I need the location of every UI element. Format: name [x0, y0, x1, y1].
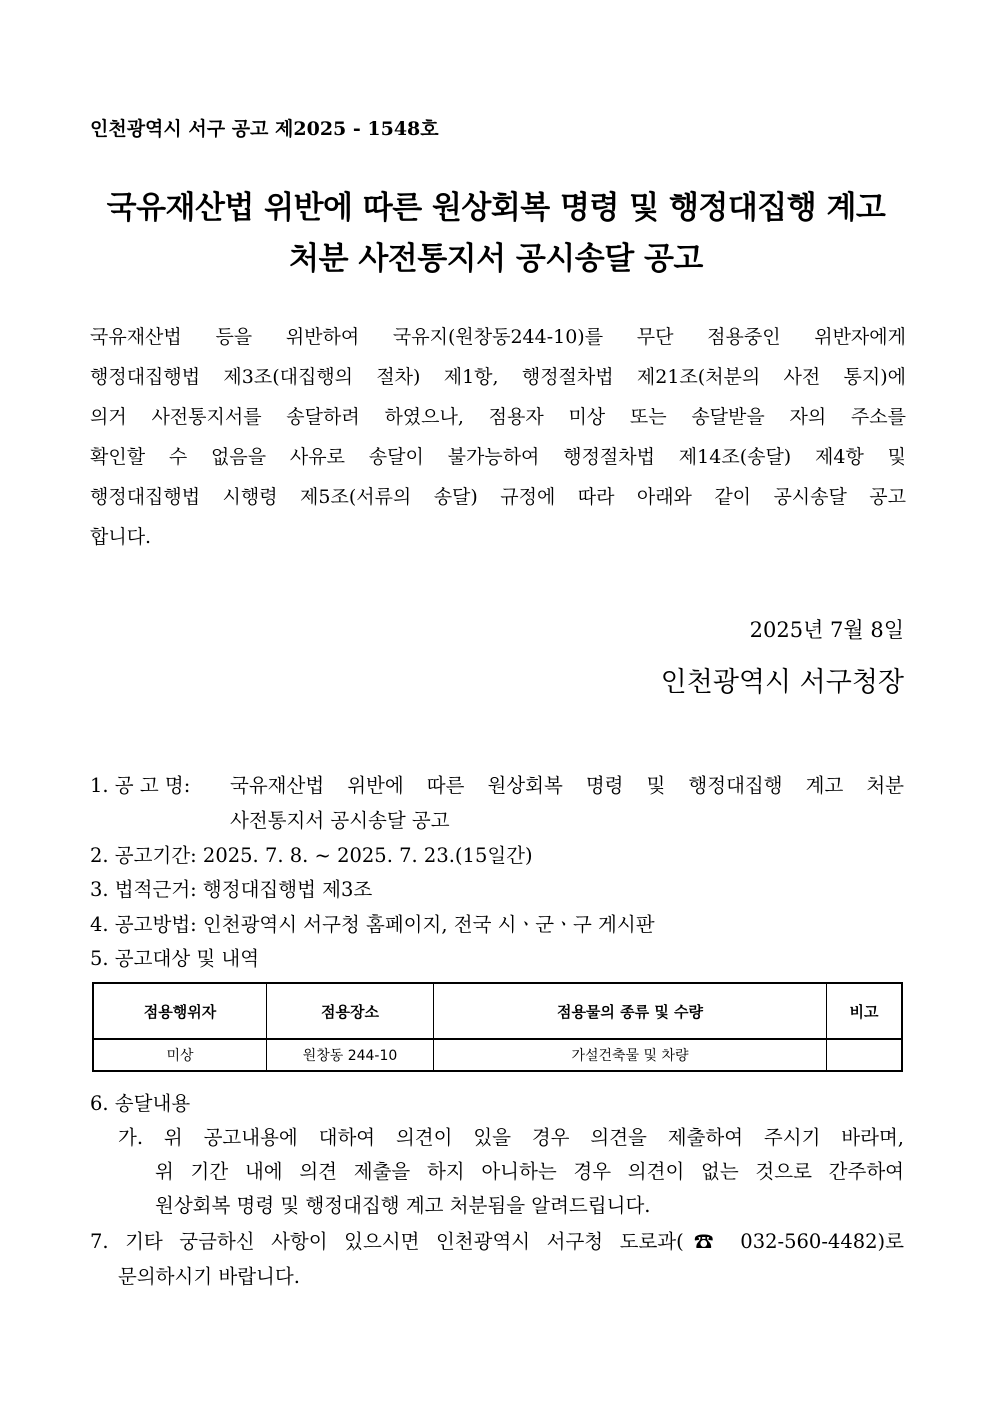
table-header-cell: 점용물의 종류 및 수량 — [434, 983, 827, 1039]
table-cell: 미상 — [93, 1039, 267, 1071]
item-7-line-2: 문의하시기 바랍니다. — [118, 1265, 300, 1288]
table-header-cell: 점용행위자 — [93, 983, 267, 1039]
table-header-cell: 점용장소 — [267, 983, 434, 1039]
body-line: 행정대집행법 시행령 제5조(서류의 송달) 규정에 따라 아래와 같이 공시송달 공고 — [90, 486, 906, 508]
targets-table — [92, 982, 903, 1072]
table-header-row — [93, 983, 902, 1039]
notice-number: 인천광역시 서구 공고 제2025 - 1548호 — [90, 118, 439, 140]
item-3: 3. 법적근거: 행정대집행법 제3조 — [90, 878, 373, 901]
body-line: 합니다. — [90, 526, 152, 548]
item-6: 6. 송달내용 — [90, 1092, 191, 1115]
issuer: 인천광역시 서구청장 — [660, 667, 904, 698]
item-1-text-cont: 사전통지서 공시송달 공고 — [230, 809, 450, 832]
item-4: 4. 공고방법: 인천광역시 서구청 홈페이지, 전국 시ㆍ군ㆍ구 게시판 — [90, 913, 655, 936]
table-cell: 가설건축물 및 차량 — [434, 1039, 827, 1071]
item-6a-line-3: 원상회복 명령 및 행정대집행 계고 처분됨을 알려드립니다. — [155, 1194, 651, 1217]
item-1-text: 국유재산법 위반에 따른 원상회복 명령 및 행정대집행 계고 처분 — [230, 774, 904, 797]
table-cell — [827, 1039, 903, 1071]
document-title-line-1: 국유재산법 위반에 따른 원상회복 명령 및 행정대집행 계고 — [106, 190, 886, 226]
item-5: 5. 공고대상 및 내역 — [90, 947, 260, 970]
table-row — [93, 1039, 902, 1071]
notice-date: 2025년 7월 8일 — [749, 618, 904, 642]
table-header-cell: 비고 — [827, 983, 903, 1039]
item-6a-line-1: 가. 위 공고내용에 대하여 의견이 있을 경우 의견을 제출하여 주시기 바라며, — [118, 1126, 904, 1149]
document-title-line-2: 처분 사전통지서 공시송달 공고 — [289, 241, 703, 277]
body-line: 국유재산법 등을 위반하여 국유지(원창동244-10)를 무단 점용중인 위반자에게 — [90, 326, 906, 348]
item-7-line-1: 7. 기타 궁금하신 사항이 있으시면 인천광역시 서구청 도로과(☎ 032-560-4482)로 — [90, 1230, 904, 1253]
body-line: 의거 사전통지서를 송달하려 하였으나, 점용자 미상 또는 송달받을 자의 주소를 — [90, 406, 906, 428]
table-cell: 원창동 244-10 — [267, 1039, 434, 1071]
body-line: 행정대집행법 제3조(대집행의 절차) 제1항, 행정절차법 제21조(처분의 사전 통지)에 — [90, 366, 906, 388]
item-2: 2. 공고기간: 2025. 7. 8. ~ 2025. 7. 23.(15일간) — [90, 844, 533, 867]
item-1-label: 1. 공 고 명: — [90, 774, 191, 797]
item-6a-line-2: 위 기간 내에 의견 제출을 하지 아니하는 경우 의견이 없는 것으로 간주하여 — [155, 1160, 904, 1183]
body-line: 확인할 수 없음을 사유로 송달이 불가능하여 행정절차법 제14조(송달) 제4항 및 — [90, 446, 906, 468]
